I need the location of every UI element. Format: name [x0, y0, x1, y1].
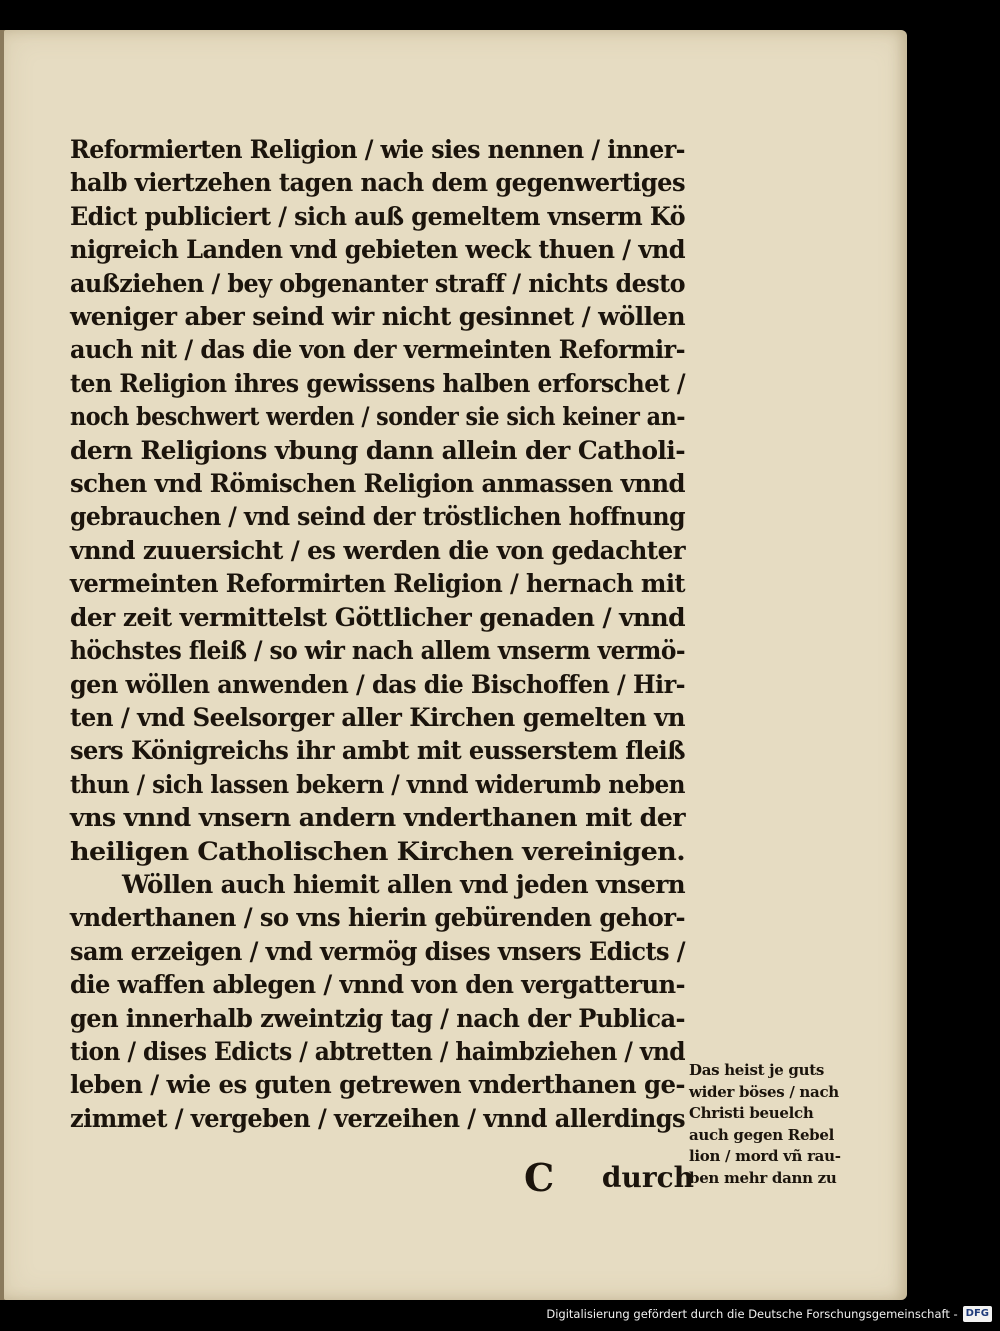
text-line: nigreich Landen vnd gebieten weck thuen / vnd — [70, 235, 685, 266]
text-line: ten Religion ihres gewissens halben erforschet / — [70, 368, 685, 399]
text-line: schen vnd Römischen Religion anmassen vnnd — [70, 469, 685, 500]
catchword: durch — [601, 1161, 694, 1194]
text-line: sam erzeigen / vnd vermög dises vnsers Edicts / — [70, 936, 685, 967]
text-line: gen innerhalb zweintzig tag / nach der Publica- — [70, 1003, 685, 1034]
text-line: heiligen Catholischen Kirchen vereinigen. — [70, 836, 686, 867]
page-body-text — [70, 134, 690, 1136]
marginal-note — [689, 1060, 861, 1190]
text-line: die waffen ablegen / vnnd von den vergatterun- — [70, 970, 685, 1001]
text-line: weniger aber seind wir nicht gesinnet / wöllen — [70, 302, 685, 333]
text-line: noch beschwert werden / sonder sie sich keiner an- — [70, 402, 685, 433]
marginal-note-line: Christi beuelch — [689, 1104, 814, 1123]
digitization-footer — [546, 1303, 992, 1325]
text-line: vns vnnd vnsern andern vnderthanen mit der — [70, 803, 685, 834]
page-foot — [504, 1155, 694, 1199]
dfg-logo-icon: DFG — [963, 1306, 992, 1322]
text-line: tion / dises Edicts / abtretten / haimbziehen / vnd — [70, 1036, 685, 1067]
text-line: thun / sich lassen bekern / vnnd widerumb neben — [70, 769, 685, 800]
text-line: vnnd zuuersicht / es werden die von gedachter — [70, 535, 685, 566]
marginal-note-line: auch gegen Rebel — [689, 1125, 835, 1144]
text-line: gebrauchen / vnd seind der tröstlichen hoffnung — [70, 502, 685, 533]
text-line: auch nit / das die von der vermeinten Reformir- — [70, 335, 685, 366]
text-line: zimmet / vergeben / verzeihen / vnnd allerdings — [70, 1103, 685, 1134]
text-line: Reformierten Religion / wie sies nennen / inner- — [70, 135, 685, 165]
text-line: sers Königreichs ihr ambt mit eusserstem fleiß — [70, 736, 685, 767]
text-line: halb viertzehen tagen nach dem gegenwertiges — [70, 168, 685, 199]
marginal-note-line: Das heist je guts — [689, 1061, 824, 1079]
marginal-note-line: lion / mord vñ rau- — [689, 1147, 841, 1166]
text-line: Edict publiciert / sich auß gemeltem vnserm Kö — [70, 201, 685, 232]
footer-credit: Digitalisierung gefördert durch die Deutsche Forschungsgemeinschaft - — [546, 1307, 958, 1321]
book-page — [4, 30, 907, 1300]
text-line: ten / vnd Seelsorger aller Kirchen gemelten vn — [70, 702, 685, 733]
text-line: höchstes fleiß / so wir nach allem vnserm vermö- — [70, 636, 685, 667]
marginal-note-line: ben mehr dann zu — [689, 1168, 837, 1187]
text-line: gen wöllen anwenden / das die Bischoffen / Hir- — [70, 669, 685, 700]
marginal-note-line: wider böses / nach — [689, 1082, 839, 1101]
text-line: leben / wie es guten getrewen vnderthanen ge- — [70, 1070, 685, 1101]
text-line: vnderthanen / so vns hierin gebürenden gehor- — [70, 903, 685, 934]
text-line: außziehen / bey obgenanter straff / nichts desto — [70, 268, 685, 299]
text-line: vermeinten Reformirten Religion / hernach mit — [70, 569, 685, 600]
signature-mark: C — [524, 1155, 555, 1200]
text-line: Wöllen auch hiemit allen vnd jeden vnsern — [122, 869, 685, 900]
text-line: der zeit vermittelst Göttlicher genaden / vnnd — [70, 602, 685, 633]
text-line: dern Religions vbung dann allein der Catholi- — [70, 435, 685, 466]
